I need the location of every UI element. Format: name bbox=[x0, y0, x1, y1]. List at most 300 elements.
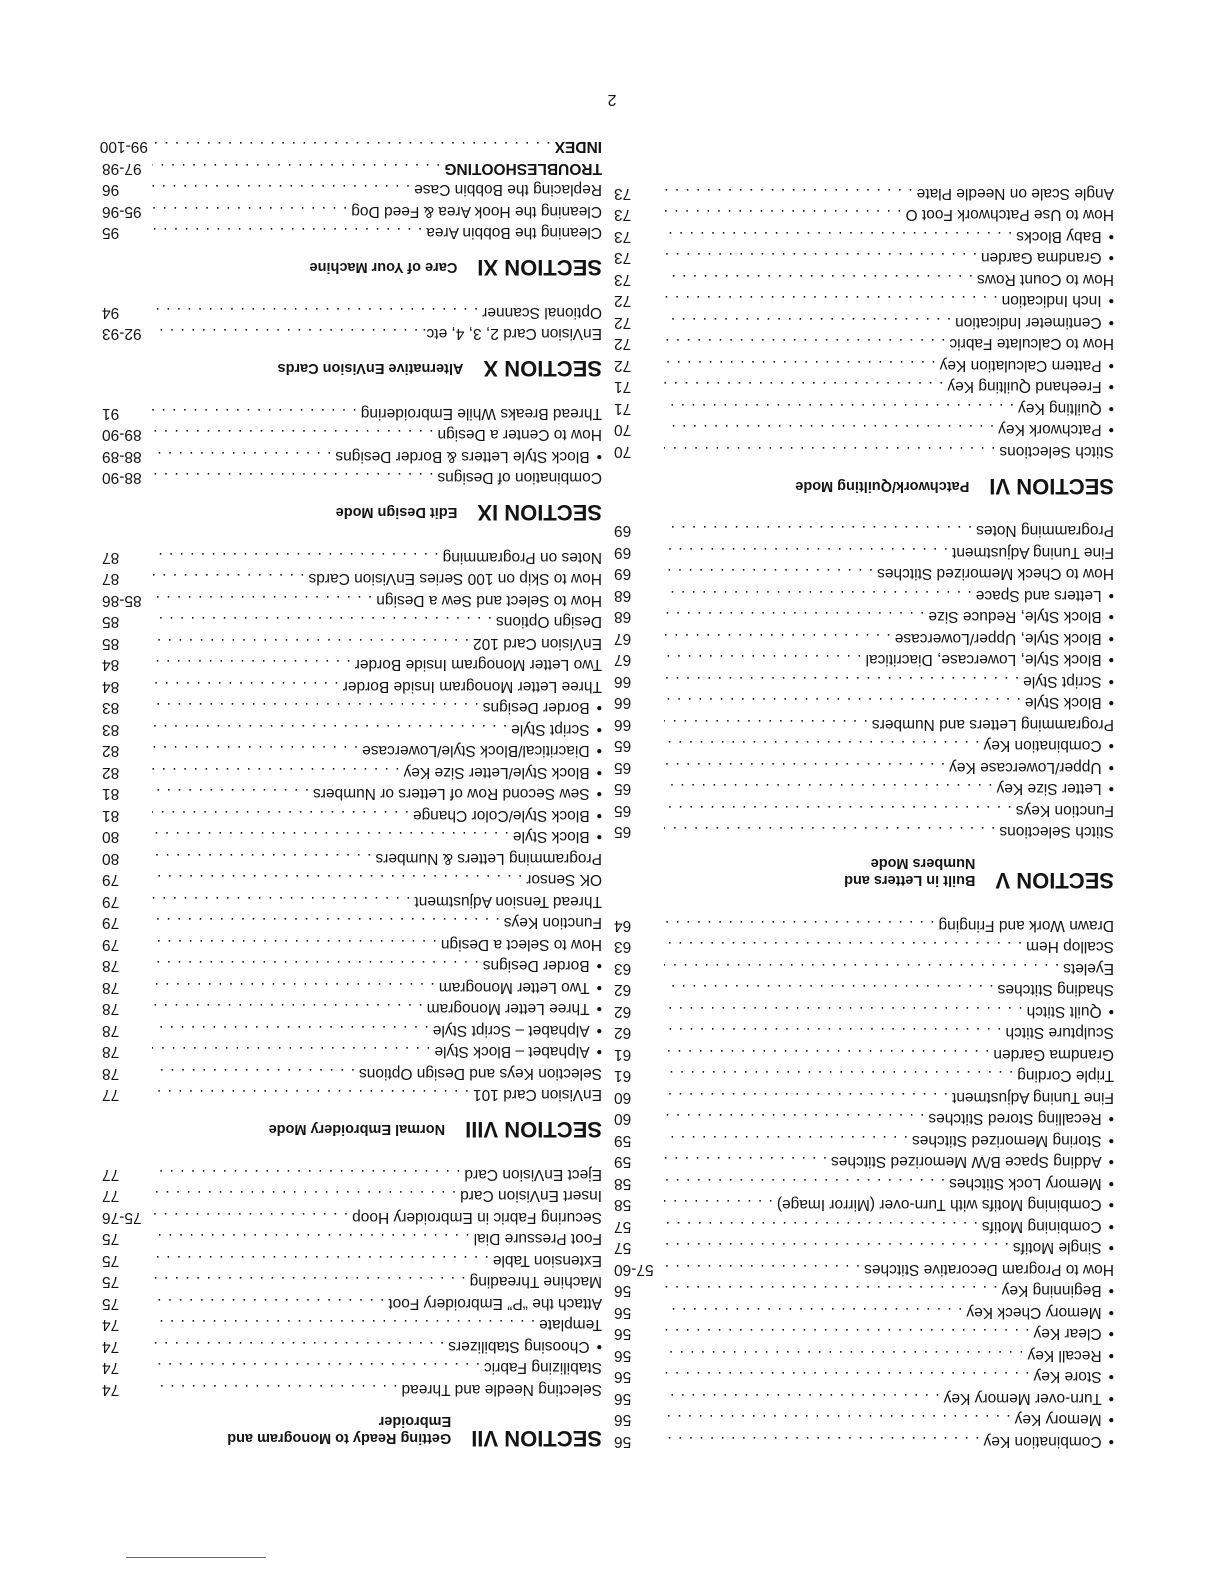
toc-entry bbox=[102, 1205, 602, 1227]
toc-entry-label: Two Letter Monogram Inside Border bbox=[354, 656, 602, 674]
toc-entry-page: 58 bbox=[614, 1175, 632, 1192]
dot-leader bbox=[664, 1303, 962, 1321]
toc-entry bbox=[614, 755, 1114, 777]
toc-entry bbox=[102, 717, 602, 739]
dot-leader bbox=[152, 181, 410, 199]
toc-entry-page: 80 bbox=[102, 828, 120, 846]
toc-entry-page: 78 bbox=[102, 1043, 120, 1061]
dot-leader bbox=[664, 737, 980, 755]
dot-leader bbox=[664, 1282, 998, 1300]
toc-entry bbox=[102, 975, 602, 997]
dot-leader bbox=[152, 1086, 469, 1104]
dot-leader bbox=[664, 1368, 1030, 1386]
dot-leader bbox=[152, 763, 399, 781]
toc-entry-page: 72 bbox=[614, 314, 632, 331]
toc-entry-page: 56 bbox=[614, 1347, 632, 1364]
toc-entry-page: 81 bbox=[102, 785, 120, 803]
toc-entry-page: 83 bbox=[102, 699, 120, 717]
toc-entry-page: 67 bbox=[614, 630, 632, 647]
toc-entry bbox=[102, 300, 602, 322]
toc-entry bbox=[102, 652, 602, 674]
dot-leader bbox=[664, 651, 862, 669]
toc-entry-label: Fine Tuning Adjustment bbox=[952, 544, 1114, 561]
dot-leader bbox=[152, 1208, 348, 1226]
toc-entry bbox=[614, 956, 1114, 978]
end-matter-list bbox=[99, 134, 602, 177]
dot-leader bbox=[664, 586, 972, 604]
toc-entry bbox=[102, 781, 602, 803]
toc-entry bbox=[614, 1192, 1114, 1214]
toc-entry bbox=[102, 695, 602, 717]
toc-entry-label: • Block Style bbox=[513, 828, 602, 846]
dot-leader bbox=[152, 1316, 535, 1334]
toc-entry bbox=[614, 331, 1114, 353]
dot-leader bbox=[664, 1346, 1023, 1364]
toc-entry-page: 56 bbox=[614, 1411, 632, 1429]
section-vii-list bbox=[102, 1162, 602, 1399]
toc-entry-page: 56 bbox=[614, 1368, 632, 1386]
toc-entry-page: 66 bbox=[614, 716, 632, 733]
dot-leader bbox=[664, 938, 1022, 956]
section-title: Built in Letters and Numbers Mode bbox=[844, 855, 976, 889]
toc-entry bbox=[614, 977, 1114, 999]
toc-entry-page: 66 bbox=[614, 673, 632, 690]
dot-leader bbox=[664, 672, 1019, 690]
toc-entry-page: 78 bbox=[102, 957, 120, 975]
toc-entry-page: 56 bbox=[614, 1304, 632, 1321]
toc-entry-page: 92-93 bbox=[102, 325, 142, 343]
toc-entry-label: Extension Table bbox=[492, 1252, 602, 1269]
toc-entry bbox=[102, 1312, 602, 1334]
toc-entry-page: 77 bbox=[102, 1187, 120, 1205]
toc-entry-label: Securing Fabric in Embroidery Hoop bbox=[352, 1209, 602, 1226]
toc-entry-label: Template bbox=[539, 1316, 602, 1334]
toc-entry-label: Angle Scale on Needle Plate bbox=[916, 185, 1114, 202]
toc-entry-page: 74 bbox=[102, 1381, 120, 1398]
toc-entry bbox=[102, 1334, 602, 1356]
toc-entry-label: • Baby Blocks bbox=[1016, 227, 1114, 245]
toc-entry-page: 83 bbox=[102, 721, 120, 738]
toc-entry bbox=[614, 267, 1114, 289]
dot-leader bbox=[152, 325, 418, 343]
toc-entry-page: 85 bbox=[102, 635, 120, 652]
toc-entry bbox=[102, 910, 602, 932]
dot-leader bbox=[152, 1359, 480, 1377]
toc-entry bbox=[614, 583, 1114, 605]
section-number: SECTION VII bbox=[471, 1426, 602, 1451]
toc-entry bbox=[102, 1355, 602, 1377]
dot-leader bbox=[664, 629, 891, 647]
dot-leader bbox=[664, 206, 902, 224]
section-number: SECTION VI bbox=[989, 474, 1114, 499]
toc-entry-page: 65 bbox=[614, 780, 632, 798]
toc-entry-label: How to Use Patchwork Foot O bbox=[905, 206, 1114, 224]
toc-entry-label: • Grandma Garden bbox=[981, 249, 1114, 267]
toc-entry bbox=[614, 1214, 1114, 1236]
section-title: Edit Design Mode bbox=[335, 504, 458, 521]
dot-leader bbox=[664, 227, 1012, 245]
section-number: SECTION V bbox=[995, 868, 1114, 894]
toc-entry-label: Eyelets bbox=[1063, 960, 1114, 977]
toc-entry bbox=[614, 1407, 1114, 1429]
section-xi-list bbox=[102, 177, 602, 242]
toc-entry bbox=[99, 134, 602, 156]
toc-entry-label: • Pattern Calculation Key bbox=[940, 356, 1114, 374]
toc-entry-label: Triple Cording bbox=[1017, 1067, 1114, 1085]
toc-entry bbox=[102, 465, 602, 487]
toc-entry-label: • Memory Lock Stitches bbox=[949, 1174, 1114, 1192]
toc-entry bbox=[614, 798, 1114, 820]
toc-entry bbox=[102, 588, 602, 610]
toc-entry bbox=[102, 220, 602, 242]
toc-entry-label: • Border Designs bbox=[483, 699, 602, 717]
toc-entry-label: How to Center a Design bbox=[437, 426, 602, 444]
dot-leader bbox=[664, 543, 948, 561]
dot-leader bbox=[152, 224, 422, 242]
toc-entry bbox=[102, 156, 602, 178]
toc-entry-label: • Block Style, Lowercase, Diacritical bbox=[866, 651, 1114, 669]
toc-entry bbox=[614, 1321, 1114, 1343]
dot-leader bbox=[664, 378, 943, 396]
toc-entry-page: 75 bbox=[102, 1252, 120, 1269]
dot-leader bbox=[152, 720, 507, 738]
toc-entry-page: 70 bbox=[614, 443, 632, 460]
toc-entry-page: 75-76 bbox=[102, 1209, 142, 1226]
toc-entry-page: 56 bbox=[614, 1390, 632, 1407]
toc-entry-page: 64 bbox=[614, 917, 632, 934]
toc-entry-page: 73 bbox=[614, 249, 632, 267]
toc-entry bbox=[102, 953, 602, 975]
toc-entry-label: Three Letter Monogram Inside Border bbox=[342, 678, 602, 695]
toc-entry bbox=[614, 1106, 1114, 1128]
dot-leader bbox=[152, 1230, 470, 1248]
section-x-list bbox=[102, 300, 602, 343]
toc-entry-page: 78 bbox=[102, 1022, 120, 1039]
dot-leader bbox=[152, 957, 479, 975]
dot-leader bbox=[664, 981, 994, 999]
toc-entry-label: • Centimeter Indication bbox=[955, 313, 1114, 331]
toc-entry-page: 68 bbox=[614, 608, 632, 626]
toc-entry-label: Attach the “P” Embroidery Foot bbox=[388, 1295, 602, 1312]
dot-leader bbox=[664, 823, 995, 841]
toc-entry-page: 59 bbox=[614, 1153, 632, 1171]
toc-entry-page: 85-86 bbox=[102, 592, 142, 609]
dot-leader bbox=[152, 1043, 430, 1061]
toc-entry bbox=[102, 674, 602, 696]
toc-entry bbox=[614, 353, 1114, 375]
toc-entry-page: 56 bbox=[614, 1325, 632, 1343]
toc-entry-label: • Alphabet – Script Style bbox=[433, 1021, 602, 1039]
toc-entry-page: 97-98 bbox=[102, 160, 142, 177]
toc-entry-page: 61 bbox=[614, 1046, 632, 1063]
dot-leader bbox=[152, 138, 551, 156]
toc-entry-label: • Block Style, Reduce Size bbox=[928, 608, 1114, 626]
toc-entry-page: 77 bbox=[102, 1086, 120, 1104]
toc-entry-label: • Clear Key bbox=[1034, 1325, 1115, 1343]
toc-entry-label: Cleaning the Bobbin Area bbox=[426, 224, 602, 242]
toc-entry-label: • Border Designs bbox=[483, 957, 602, 975]
section-number: SECTION X bbox=[483, 356, 602, 382]
toc-entry bbox=[614, 1278, 1114, 1300]
dot-leader bbox=[664, 608, 924, 626]
toc-entry-page: 63 bbox=[614, 938, 632, 956]
toc-entry-page: 58 bbox=[614, 1196, 632, 1214]
toc-entry-page: 62 bbox=[614, 1003, 632, 1020]
toc-entry-page: 73 bbox=[614, 271, 632, 288]
toc-entry-page: 84 bbox=[102, 678, 120, 695]
dot-leader bbox=[152, 1380, 398, 1398]
toc-entry-page: 95 bbox=[102, 224, 120, 242]
toc-entry bbox=[614, 733, 1114, 755]
toc-entry-label: • Three Letter Monogram bbox=[427, 1000, 602, 1018]
section-title: Patchwork/Quilting Mode bbox=[795, 478, 970, 494]
toc-entry-page: 94 bbox=[102, 304, 120, 321]
toc-entry bbox=[102, 1248, 602, 1270]
toc-entry-page: 87 bbox=[102, 570, 120, 588]
toc-entry-label: • Diacritical/Block Style/Lowercase bbox=[362, 742, 602, 760]
toc-entry-label: Scallop Hem bbox=[1026, 938, 1114, 956]
toc-entry-page: 81 bbox=[102, 807, 120, 824]
toc-entry bbox=[102, 566, 602, 588]
toc-entry bbox=[614, 224, 1114, 246]
toc-entry-page: 73 bbox=[614, 206, 632, 224]
dot-leader bbox=[152, 1273, 466, 1291]
toc-entry-label: How to Skip on 100 Series EnVision Cards bbox=[308, 570, 602, 588]
toc-entry-page: 59 bbox=[614, 1132, 632, 1149]
toc-entry-page: 88-90 bbox=[102, 469, 142, 487]
toc-entry bbox=[614, 1085, 1114, 1107]
toc-entry-page: 57 bbox=[614, 1239, 632, 1257]
toc-entry-page: 57 bbox=[614, 1218, 632, 1235]
section-x-header bbox=[102, 357, 602, 381]
toc-entry-label: Insert EnVision Card bbox=[460, 1187, 602, 1205]
dot-leader bbox=[664, 292, 998, 310]
toc-entry-page: 65 bbox=[614, 737, 632, 755]
toc-entry bbox=[102, 824, 602, 846]
toc-entry-page: 89-90 bbox=[102, 426, 142, 444]
dot-leader bbox=[152, 892, 410, 910]
toc-entry-label: • Freehand Quilting Key bbox=[947, 378, 1114, 396]
toc-entry-label: • Quilt Stitch bbox=[1027, 1002, 1114, 1020]
dot-leader bbox=[152, 548, 439, 566]
dot-leader bbox=[664, 1239, 1009, 1257]
toc-entry-label: How to Select and Sew a Design bbox=[376, 592, 602, 609]
toc-entry bbox=[614, 518, 1114, 540]
toc-entry bbox=[102, 1018, 602, 1040]
toc-entry-label: • Patchwork Key bbox=[998, 421, 1114, 439]
dot-leader bbox=[152, 570, 304, 588]
section-number: SECTION XI bbox=[477, 255, 602, 281]
toc-entry-page: 74 bbox=[102, 1359, 120, 1377]
toc-entry-label: • Combination Key bbox=[984, 737, 1114, 755]
toc-entry-label: Function Keys bbox=[1015, 802, 1114, 819]
toc-entry-page: 72 bbox=[614, 292, 632, 310]
toc-entry-label: Selecting Needle and Thread bbox=[401, 1381, 602, 1398]
section-vi-list bbox=[614, 181, 1114, 461]
dot-leader bbox=[664, 356, 936, 374]
toc-entry bbox=[614, 1063, 1114, 1085]
toc-entry-page: 84 bbox=[102, 656, 120, 674]
toc-entry-label: How to Select a Design bbox=[440, 936, 602, 953]
toc-entry-label: Optional Scanner bbox=[482, 304, 602, 321]
toc-entry bbox=[102, 545, 602, 567]
toc-entry bbox=[102, 609, 602, 631]
toc-entry bbox=[102, 1226, 602, 1248]
section-v-list bbox=[614, 518, 1114, 841]
toc-entry-label: Stitch Selections bbox=[999, 443, 1114, 460]
dot-leader bbox=[664, 801, 1012, 819]
toc-entry bbox=[102, 1039, 602, 1061]
toc-entry-label: Programming Letters & Numbers bbox=[375, 850, 602, 867]
toc-entry-label: • Combining Motifs bbox=[982, 1217, 1114, 1235]
toc-entry-label: Machine Threading bbox=[469, 1273, 602, 1291]
toc-entry-label: • Inch Indication bbox=[1002, 292, 1114, 310]
toc-entry-label: • Block Style/Letter Size Key bbox=[403, 763, 602, 781]
dot-leader bbox=[152, 935, 437, 953]
toc-entry-label: Replacing the Bobbin Case bbox=[414, 181, 602, 199]
dot-leader bbox=[152, 447, 331, 465]
toc-entry-label: • Memory Check Key bbox=[966, 1303, 1114, 1321]
dot-leader bbox=[664, 184, 913, 202]
toc-entry bbox=[614, 913, 1114, 935]
toc-entry-label: • Block Style/Color Change bbox=[413, 806, 602, 824]
toc-entry bbox=[102, 422, 602, 444]
toc-entry-label: Shading Stitches bbox=[997, 981, 1114, 999]
toc-entry bbox=[614, 776, 1114, 798]
section-viii-header bbox=[102, 1118, 602, 1142]
toc-entry bbox=[614, 1149, 1114, 1171]
toc-entry-label: • Block Style, Upper/Lowercase bbox=[895, 629, 1114, 647]
toc-entry bbox=[614, 202, 1114, 224]
left-continuation-list bbox=[614, 913, 1114, 1451]
toc-entry bbox=[102, 738, 602, 760]
toc-entry-page: 67 bbox=[614, 651, 632, 669]
toc-entry-label: Thread Breaks While Embroidering bbox=[360, 405, 602, 422]
toc-entry-label: EnVision Card 2, 3, 4, etc. bbox=[422, 325, 602, 343]
toc-entry-page: 56 bbox=[614, 1282, 632, 1300]
dot-leader bbox=[152, 914, 500, 932]
toc-entry-page: 61 bbox=[614, 1067, 632, 1085]
toc-entry-label: Fine Tuning Adjustment bbox=[952, 1089, 1114, 1106]
toc-entry-page: 72 bbox=[614, 357, 632, 374]
toc-entry-label: Combination of Designs bbox=[437, 469, 602, 487]
toc-entry-label: • Script Style bbox=[1023, 672, 1114, 690]
dot-leader bbox=[152, 613, 492, 631]
toc-entry bbox=[614, 561, 1114, 583]
toc-entry bbox=[102, 889, 602, 911]
toc-entry bbox=[102, 321, 602, 343]
dot-leader bbox=[152, 1337, 444, 1355]
dot-leader bbox=[152, 202, 347, 220]
dot-leader bbox=[152, 1294, 384, 1312]
dot-leader bbox=[152, 469, 433, 487]
toc-entry bbox=[614, 540, 1114, 562]
toc-entry bbox=[614, 310, 1114, 332]
toc-entry bbox=[614, 1171, 1114, 1193]
footnote-rule bbox=[126, 1557, 266, 1558]
dot-leader bbox=[664, 758, 945, 776]
section-title: Alternative EnVision Cards bbox=[277, 360, 464, 377]
section-ix-list bbox=[102, 401, 602, 487]
toc-entry-label: • Memory Key bbox=[1015, 1411, 1114, 1429]
dot-leader bbox=[152, 303, 478, 321]
toc-entry-page: 56 bbox=[614, 1433, 632, 1450]
toc-entry bbox=[102, 1269, 602, 1291]
toc-entry-page: 74 bbox=[102, 1338, 120, 1355]
dot-leader bbox=[664, 313, 951, 331]
toc-entry-label: Stabilizing Fabric bbox=[483, 1359, 602, 1377]
toc-entry-label: • Sew Second Row of Letters or Numbers bbox=[313, 785, 602, 803]
toc-entry bbox=[614, 417, 1114, 439]
toc-entry bbox=[102, 1162, 602, 1184]
toc-entry-page: 65 bbox=[614, 759, 632, 776]
dot-leader bbox=[152, 634, 469, 652]
toc-entry-label: • Store Key bbox=[1034, 1368, 1115, 1386]
toc-entry-label: TROUBLESHOOTING bbox=[444, 160, 602, 177]
toc-entry-page: 69 bbox=[614, 565, 632, 583]
toc-entry-page: 69 bbox=[614, 544, 632, 561]
dot-leader bbox=[664, 959, 1059, 977]
toc-entry-label: Sculpture Stitch bbox=[1005, 1024, 1114, 1042]
toc-entry-page: 65 bbox=[614, 802, 632, 819]
dot-leader bbox=[152, 1187, 456, 1205]
dot-leader bbox=[664, 270, 973, 288]
toc-entry-label: Cleaning the Hook Area & Feed Dog bbox=[351, 203, 602, 220]
dot-leader bbox=[664, 1174, 945, 1192]
left-column bbox=[614, 181, 1114, 1451]
section-title: Care of Your Machine bbox=[309, 259, 458, 276]
toc-entry bbox=[614, 181, 1114, 203]
toc-entry-label: Function Keys bbox=[503, 914, 602, 932]
dot-leader bbox=[664, 694, 1021, 712]
toc-entry bbox=[102, 444, 602, 466]
dot-leader bbox=[664, 522, 972, 540]
toc-entry-label: Notes on Programming bbox=[442, 549, 602, 566]
toc-entry-label: • Recalling Stored Stitches bbox=[928, 1110, 1114, 1128]
toc-entry bbox=[102, 996, 602, 1018]
toc-entry-page: 82 bbox=[102, 742, 120, 760]
toc-entry-label: Grandma Garden bbox=[993, 1046, 1114, 1063]
dot-leader bbox=[152, 785, 309, 803]
dot-leader bbox=[664, 1067, 1013, 1085]
toc-entry-page: 71 bbox=[614, 378, 632, 396]
toc-entry-page: 65 bbox=[614, 823, 632, 841]
dot-leader bbox=[152, 849, 371, 867]
dot-leader bbox=[664, 1411, 1011, 1429]
dot-leader bbox=[152, 871, 522, 889]
dot-leader bbox=[152, 806, 409, 824]
dot-leader bbox=[152, 159, 440, 177]
toc-entry-label: • Storing Memorized Stitches bbox=[912, 1131, 1114, 1149]
toc-entry-page: 78 bbox=[102, 1065, 120, 1082]
toc-entry-label: Drawn Work and Fringing bbox=[938, 917, 1114, 934]
section-title: Normal Embroidery Mode bbox=[268, 1121, 446, 1138]
dot-leader bbox=[664, 1260, 860, 1278]
dot-leader bbox=[664, 565, 873, 583]
toc-entry bbox=[102, 867, 602, 889]
toc-entry bbox=[102, 932, 602, 954]
dot-leader bbox=[664, 1045, 989, 1063]
toc-entry-label: • Turn-over Memory Key bbox=[944, 1389, 1114, 1407]
toc-entry bbox=[102, 846, 602, 868]
toc-entry-page: 73 bbox=[614, 228, 632, 245]
toc-entry bbox=[614, 712, 1114, 734]
dot-leader bbox=[152, 404, 357, 422]
dot-leader bbox=[664, 916, 935, 934]
toc-entry-page: 79 bbox=[102, 871, 120, 889]
toc-entry bbox=[102, 760, 602, 782]
toc-entry-page: 66 bbox=[614, 694, 632, 712]
